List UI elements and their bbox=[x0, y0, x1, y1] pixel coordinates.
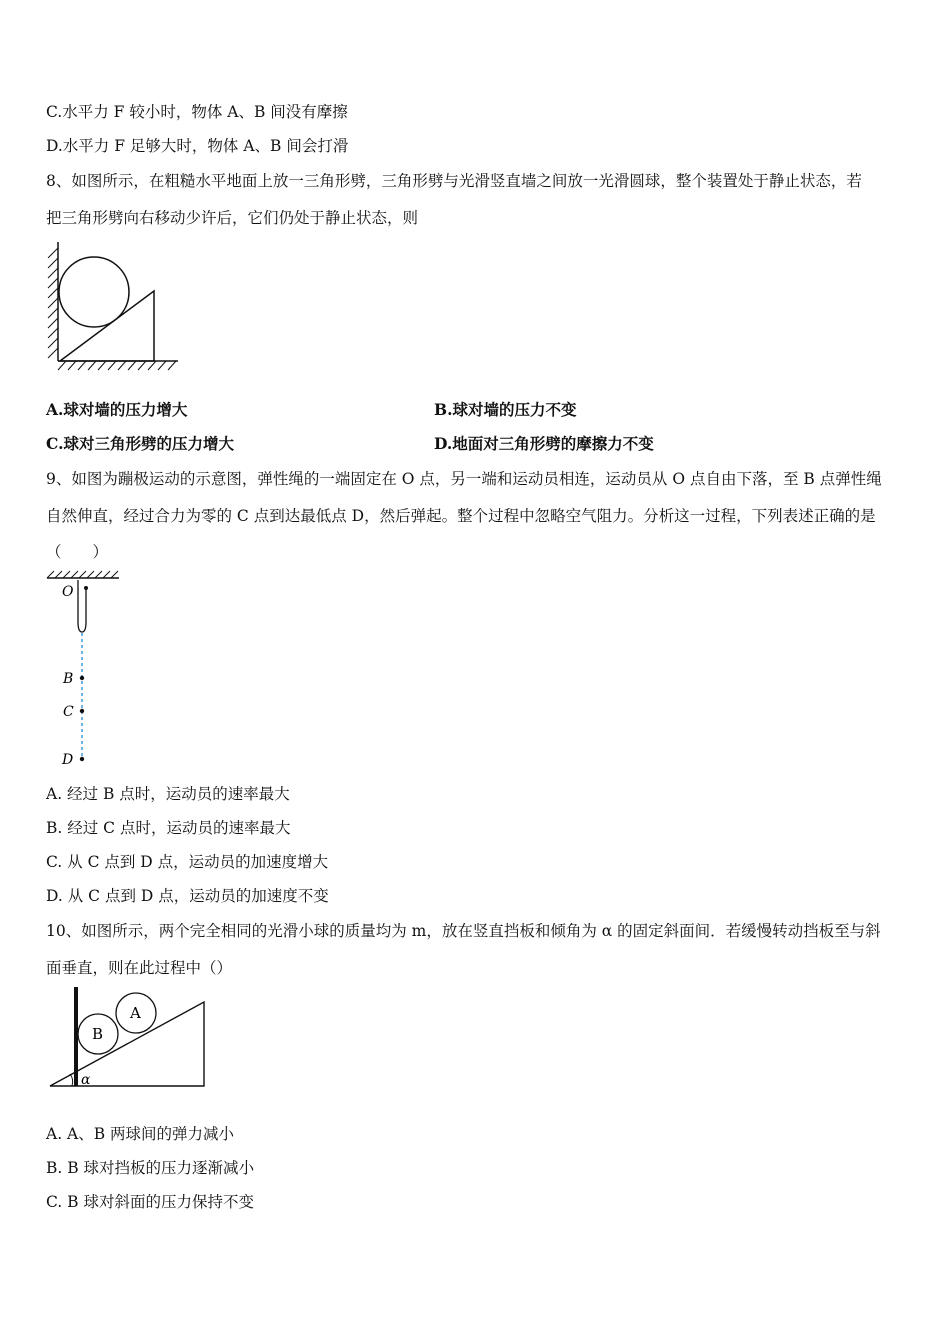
q10-option-a: A. A、B 两球间的弹力减小 bbox=[46, 1125, 235, 1143]
q9-option-d: D. 从 C 点到 D 点，运动员的加速度不变 bbox=[46, 887, 329, 905]
q9-option-a: A. 经过 B 点时，运动员的速率最大 bbox=[46, 785, 290, 803]
q10-stem-line1: 10、如图所示，两个完全相同的光滑小球的质量均为 m，放在竖直挡板和倾角为 α 的固定斜面间．若缓慢转动挡板至与斜 bbox=[46, 922, 881, 940]
q9-option-b: B. 经过 C 点时，运动员的速率最大 bbox=[46, 819, 291, 837]
q9-figure-bungee bbox=[40, 570, 125, 768]
q7-option-c: C.水平力 F 较小时，物体 A、B 间没有摩擦 bbox=[46, 103, 348, 121]
q9-stem-line1: 9、如图为蹦极运动的示意图，弹性绳的一端固定在 O 点，另一端和运动员相连，运动员从 O 点自由下落，至 B 点弹性绳 bbox=[46, 470, 882, 488]
q10-label-a: A bbox=[130, 1004, 141, 1022]
q10-figure-balls-incline bbox=[44, 985, 209, 1093]
q9-label-o: O bbox=[62, 584, 74, 600]
q7-option-d: D.水平力 F 足够大时，物体 A、B 间会打滑 bbox=[46, 137, 349, 155]
q8-figure-wall-ball-wedge bbox=[40, 240, 185, 372]
q8-option-b: B.球对墙的压力不变 bbox=[434, 400, 577, 419]
q9-stem-line3: （ ） bbox=[46, 543, 109, 561]
q9-stem-line2: 自然伸直，经过合力为零的 C 点到达最低点 D，然后弹起。整个过程中忽略空气阻力。分析这一过程，下列表述正确的是 bbox=[46, 507, 876, 525]
q9-option-c: C. 从 C 点到 D 点，运动员的加速度增大 bbox=[46, 853, 329, 871]
q10-option-c: C. B 球对斜面的压力保持不变 bbox=[46, 1193, 254, 1211]
q8-stem-line2: 把三角形劈向右移动少许后，它们仍处于静止状态，则 bbox=[46, 209, 419, 227]
q10-stem-line2: 面垂直，则在此过程中（） bbox=[46, 959, 233, 977]
q8-stem-line1: 8、如图所示，在粗糙水平地面上放一三角形劈，三角形劈与光滑竖直墙之间放一光滑圆球，整个装置处于静止状态，若 bbox=[46, 172, 862, 190]
q8-option-d: D.地面对三角形劈的摩擦力不变 bbox=[434, 434, 654, 453]
q8-option-a: A.球对墙的压力增大 bbox=[46, 400, 188, 419]
q9-label-d: D bbox=[62, 752, 74, 768]
q9-label-c: C bbox=[63, 704, 74, 720]
q10-label-alpha: α bbox=[81, 1072, 91, 1088]
q8-option-c: C.球对三角形劈的压力增大 bbox=[46, 434, 234, 453]
q10-label-b: B bbox=[92, 1025, 104, 1043]
q9-label-b: B bbox=[63, 671, 74, 687]
q10-option-b: B. B 球对挡板的压力逐渐减小 bbox=[46, 1159, 255, 1177]
